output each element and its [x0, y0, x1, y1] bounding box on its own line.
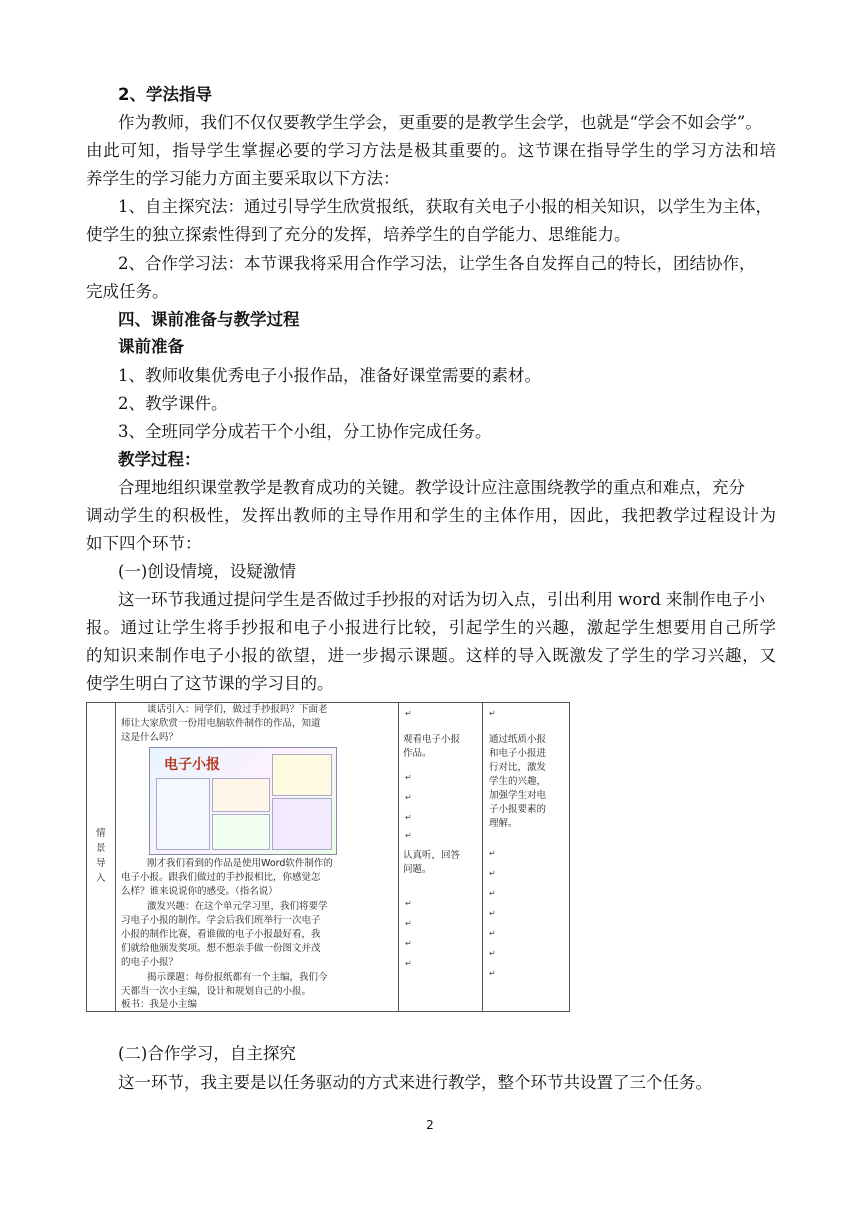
paragraph-line: 2、合作学习法：本节课我将采用合作学习法，让学生各自发挥自己的特长，团结协作， — [118, 254, 756, 273]
intent-text: 学生的兴趣， — [489, 776, 547, 787]
teacher-text: 们就给他颁发奖项。想不想亲手做一份图文并茂 — [121, 943, 321, 954]
return-mark-icon: ↵ — [405, 939, 412, 948]
teacher-text: 天都当一次小主编，设计和规划自己的小报。 — [121, 986, 312, 997]
paragraph-line: 调动学生的积极性，发挥出教师的主导作用和学生的主体作用，因此，我把教学过程设计为 — [86, 506, 776, 525]
prep-item: 1、教师收集优秀电子小报作品，准备好课堂需要的素材。 — [118, 366, 541, 385]
subsection-title: (一)创设情境，设疑激情 — [118, 562, 296, 581]
teacher-text: 师让大家欣赏一份用电脑软件制作的作品，知道 — [121, 718, 321, 729]
student-text: 认真听，回答 — [403, 850, 461, 861]
teacher-text: 电子小报。跟我们做过的手抄报相比，你感觉怎 — [121, 872, 321, 883]
teacher-text: 谈话引入：同学们，做过手抄报吗？下面老 — [147, 704, 328, 715]
paragraph-line: 完成任务。 — [86, 282, 169, 301]
return-mark-icon: ↵ — [405, 793, 412, 802]
newspaper-thumbnail — [149, 747, 337, 855]
return-mark-icon: ↵ — [405, 959, 412, 968]
paragraph-line: 作为教师，我们不仅仅要教学生学会，更重要的是教学生会学，也就是“学会不如会学”。 — [118, 113, 762, 132]
student-text: 作品。 — [403, 748, 432, 759]
return-mark-icon: ↵ — [405, 709, 412, 718]
return-mark-icon: ↵ — [489, 709, 496, 718]
student-text: 观看电子小报 — [403, 734, 461, 745]
intent-text: 和电子小报进 — [489, 748, 547, 759]
table-divider — [115, 703, 116, 1011]
paragraph-line: 使学生明白了这节课的学习目的。 — [86, 674, 334, 693]
return-mark-icon: ↵ — [405, 813, 412, 822]
paragraph-line: 如下四个环节： — [86, 534, 202, 553]
table-divider — [482, 703, 483, 1011]
intent-text: 行对比，激发 — [489, 762, 547, 773]
teacher-text: 揭示课题：每份报纸都有一个主编，我们今 — [147, 972, 328, 983]
return-mark-icon: ↵ — [489, 849, 496, 858]
stage-char: 景 — [96, 843, 106, 854]
return-mark-icon: ↵ — [405, 899, 412, 908]
prep-item: 3、全班同学分成若干个小组，分工协作完成任务。 — [118, 422, 492, 441]
table-divider — [398, 703, 399, 1011]
return-mark-icon: ↵ — [489, 949, 496, 958]
prep-item: 2、教学课件。 — [118, 394, 228, 413]
paragraph-line: 由此可知，指导学生掌握必要的学习方法是极其重要的。这节课在指导学生的学习方法和培 — [86, 141, 776, 160]
teacher-text: 这是什么吗？ — [121, 732, 179, 743]
intent-text: 理解。 — [489, 818, 518, 829]
stage-char: 入 — [96, 873, 106, 884]
lesson-table-image — [86, 702, 570, 1012]
return-mark-icon: ↵ — [405, 919, 412, 928]
return-mark-icon: ↵ — [405, 773, 412, 782]
return-mark-icon: ↵ — [489, 869, 496, 878]
paragraph-line: 合理地组织课堂教学是教育成功的关键。教学设计应注意围绕教学的重点和难点，充分 — [118, 478, 745, 497]
paragraph-line: 使学生的独立探索性得到了充分的发挥，培养学生的自学能力、思维能力。 — [86, 225, 631, 244]
subsection-title: (二)合作学习，自主探究 — [118, 1044, 296, 1063]
return-mark-icon: ↵ — [489, 909, 496, 918]
student-text: 问题。 — [403, 864, 432, 875]
heading-section-four: 四、课前准备与教学过程 — [118, 310, 300, 329]
teacher-text: 习电子小报的制作。学会后我们班举行一次电子 — [121, 915, 321, 926]
paragraph-line: 报。通过让学生将手抄报和电子小报进行比较，引起学生的兴趣，激起学生想要用自己所学 — [86, 618, 776, 637]
teacher-text: 的电子小报？ — [121, 957, 179, 968]
stage-char: 导 — [96, 858, 106, 869]
page-number: 2 — [426, 1118, 434, 1132]
return-mark-icon: ↵ — [489, 929, 496, 938]
teacher-text: 刚才我们看到的作品是使用Word软件制作的 — [147, 858, 333, 869]
teacher-text: 激发兴趣：在这个单元学习里，我们将要学 — [147, 901, 328, 912]
intent-text: 加强学生对电 — [489, 790, 547, 801]
intent-text: 通过纸质小报 — [489, 734, 547, 745]
paragraph-line: 这一环节我通过提问学生是否做过手抄报的对话为切入点，引出利用 word 来制作电子小 — [118, 590, 765, 609]
return-mark-icon: ↵ — [489, 969, 496, 978]
heading-prep: 课前准备 — [118, 337, 184, 356]
heading-xuefa: 2、学法指导 — [118, 85, 212, 104]
stage-char: 情 — [96, 828, 106, 839]
teacher-text: 板书：我是小主编 — [121, 999, 198, 1010]
return-mark-icon: ↵ — [405, 831, 412, 840]
return-mark-icon: ↵ — [489, 889, 496, 898]
heading-process: 教学过程： — [118, 450, 201, 469]
poster-title: 电子小报 — [164, 757, 220, 773]
paragraph-line: 1、自主探究法：通过引导学生欣赏报纸，获取有关电子小报的相关知识，以学生为主体， — [118, 197, 772, 216]
paragraph-line: 养学生的学习能力方面主要采取以下方法： — [86, 169, 400, 188]
teacher-text: 么样？谁来说说你的感受。（指名说） — [121, 886, 278, 897]
paragraph-line: 这一环节，我主要是以任务驱动的方式来进行教学，整个环节共设置了三个任务。 — [118, 1073, 712, 1092]
paragraph-line: 的知识来制作电子小报的欲望，进一步揭示课题。这样的导入既激发了学生的学习兴趣，又 — [86, 646, 776, 665]
teacher-text: 小报的制作比赛，看谁做的电子小报最好看，我 — [121, 929, 321, 940]
intent-text: 子小报要素的 — [489, 804, 547, 815]
